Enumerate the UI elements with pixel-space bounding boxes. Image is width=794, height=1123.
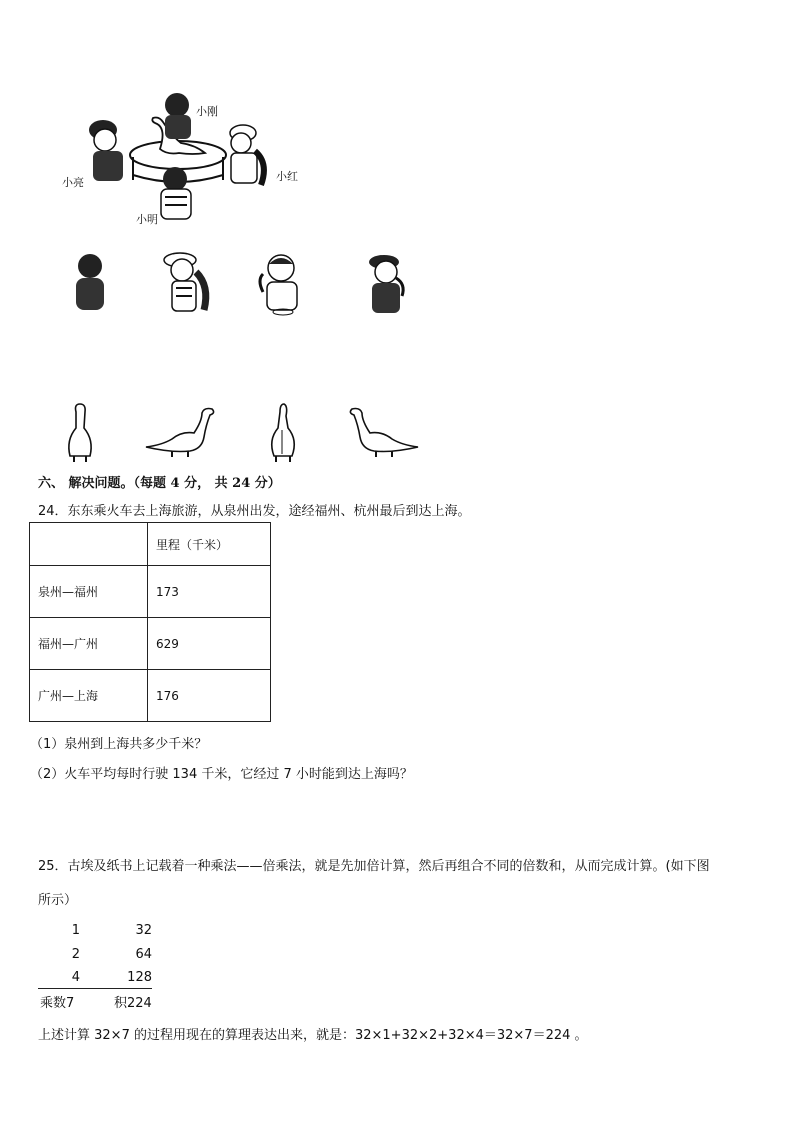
table-row	[30, 670, 271, 722]
name-label-xiaoming: 小明	[136, 213, 158, 226]
table-row	[30, 618, 271, 670]
table-header-cell	[30, 523, 148, 566]
sum-divider	[38, 988, 152, 989]
product-cell: 32	[135, 923, 152, 938]
name-label-xiaogang: 小刚	[196, 105, 218, 118]
question-25-text-line-1: 25．古埃及纸书上记载着一种乘法——倍乘法，就是先加倍计算，然后再组合不同的倍数和，从而完成计算。(如下图	[38, 859, 710, 874]
table-cell: 629	[148, 618, 271, 670]
child-view-2-image	[160, 250, 215, 315]
child-view-3-image	[255, 252, 305, 318]
table-row	[30, 566, 271, 618]
table-cell: 176	[148, 670, 271, 722]
children-around-table-illustration	[55, 85, 315, 230]
table-cell: 泉州—福州	[30, 566, 148, 618]
name-label-xiaohong: 小红	[276, 170, 298, 183]
table-row	[30, 523, 271, 566]
dinosaur-view-2-image	[142, 405, 222, 460]
question-24-sub-2: （2）火车平均每时行驶 134 千米，它经过 7 小时能到达上海吗？	[30, 767, 413, 782]
multiplier-total: 乘数7	[40, 996, 75, 1011]
table-cell: 173	[148, 566, 271, 618]
dinosaur-view-4-image	[342, 405, 422, 460]
question-24-text: 24．东东乘火车去上海旅游，从泉州出发，途经福州、杭州最后到达上海。	[38, 504, 471, 519]
child-view-4-image	[360, 252, 410, 318]
question-25-text-line-2: 所示）	[38, 893, 78, 908]
distance-table	[29, 522, 271, 722]
product-total: 积224	[114, 996, 152, 1011]
dinosaur-view-1-image	[60, 400, 100, 465]
table-header-cell: 里程（千米）	[148, 523, 271, 566]
child-view-1-image	[70, 252, 110, 312]
product-cell: 64	[135, 947, 152, 962]
multiplier-cell: 2	[71, 947, 80, 962]
table-cell: 广州—上海	[30, 670, 148, 722]
multiplier-cell: 1	[71, 923, 80, 938]
dinosaur-view-3-image	[262, 400, 302, 465]
product-cell: 128	[127, 970, 152, 985]
question-24-sub-1: （1）泉州到上海共多少千米？	[30, 737, 208, 752]
multiplier-cell: 4	[71, 970, 80, 985]
name-label-xiaoliang: 小亮	[62, 176, 84, 189]
table-cell: 福州—广州	[30, 618, 148, 670]
section-title: 六、 解决问题。（每题 4 分， 共 24 分）	[38, 476, 281, 491]
question-25-conclusion: 上述计算 32×7 的过程用现在的算理表达出来，就是：32×1+32×2+32×4＝32×7＝224 。	[38, 1028, 588, 1043]
